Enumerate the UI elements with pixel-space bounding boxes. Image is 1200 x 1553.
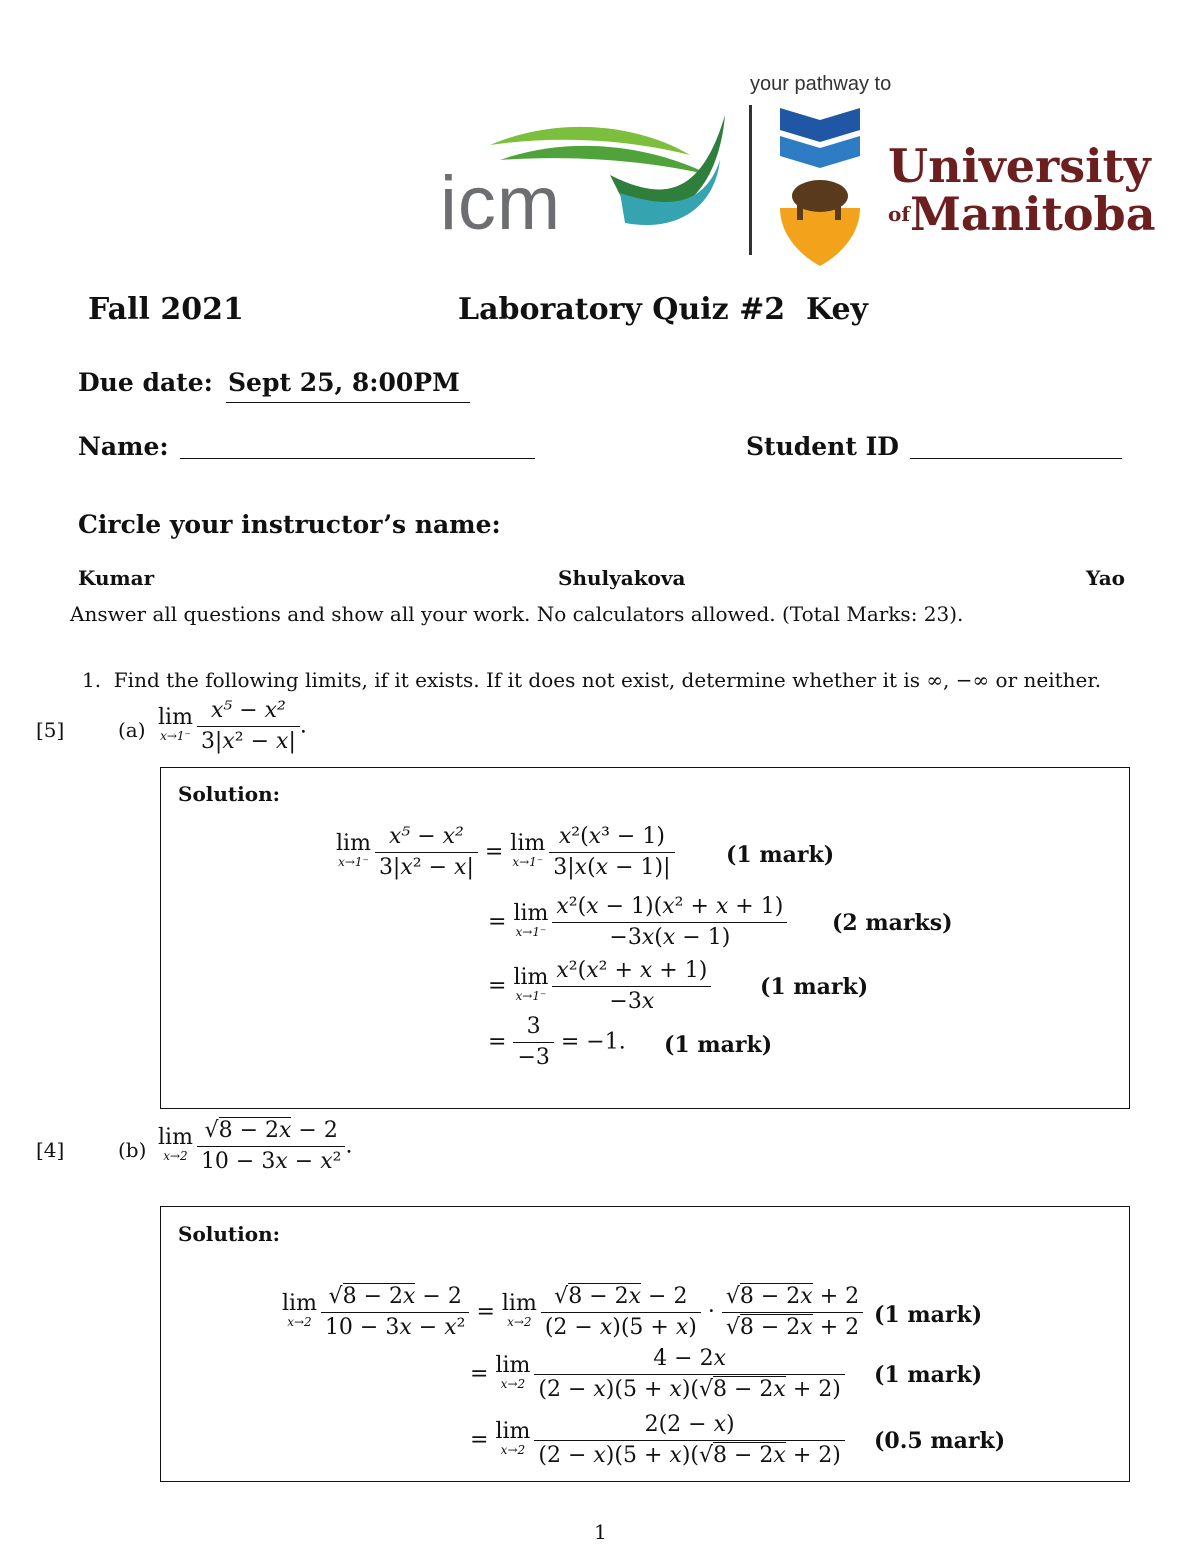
part-b-mark-3: (0.5 mark) (874, 1428, 1006, 1454)
part-b-marks: [4] (36, 1138, 65, 1162)
instructor-yao[interactable]: Yao (1086, 566, 1126, 590)
name-label: Name: (78, 432, 169, 461)
part-b-mark-2: (1 mark) (874, 1362, 983, 1388)
part-b-problem: lim x→2 $\frac{√8 - 2x - 2}{\text{10 − 3x − x²}}$ . (158, 1118, 353, 1174)
instructions: Answer all questions and show all your work. No calculators allowed. (Total Marks: 23). (70, 602, 964, 626)
part-a-mark-4: (1 mark) (664, 1032, 773, 1058)
part-b-mark-1: (1 mark) (874, 1302, 983, 1328)
student-id-label: Student ID (746, 432, 899, 461)
um-crest (775, 108, 865, 270)
part-a-solution-label: Solution: (178, 782, 281, 806)
of-word: of (888, 202, 910, 226)
icm-logo-text: icm (440, 161, 562, 246)
page-number: 1 (594, 1520, 607, 1544)
part-a-step-3: = lim x→1⁻ $\frac{\text{x²(x² + x + 1)}}{-3x}$ (488, 956, 711, 1017)
part-b-step-1: lim x→2 $\frac{√8 - 2x - 2}{\text{10 − 3x − x²}}$ = lim x→2 $\frac{√8 - 2x - 2}{(2 - x)(5 + x)}$ · $\frac{√8 - 2x + 2}{√8 - 2x + 2}$ (282, 1282, 863, 1343)
part-a-step-1: lim x→1⁻ $\frac{\text{x⁵ − x²}}{\text{3|x² − x|}}$ = lim x→1⁻ $\frac{\text{x²(x³ − 1)}}{3|x(x - 1)|}$ (336, 822, 675, 883)
part-b-label: (b) (118, 1138, 147, 1162)
due-date-value: Sept 25, 8:00PM (228, 368, 460, 397)
university-of-manitoba-wordmark (888, 139, 1156, 241)
part-b-step-2: = lim x→2 $\frac{4 - 2x}{(2 - x)(5 + x)(√8 - 2x + 2)}$ (470, 1344, 845, 1405)
part-b-solution-label: Solution: (178, 1222, 281, 1246)
um-crest-icon (775, 108, 865, 266)
term-title: Fall 2021 (88, 292, 244, 327)
due-date-label: Due date: (78, 368, 213, 397)
instructor-shulyakova[interactable]: Shulyakova (558, 566, 686, 590)
part-a-step-2: = lim x→1⁻ $\frac{\text{x²(x − 1)(x² + x + 1)}}{-3x(x - 1)}$ (488, 892, 787, 953)
part-a-step-4: = $\frac{3}{-3}$ = −1. (488, 1014, 626, 1070)
logo-divider (749, 105, 752, 255)
part-a-problem: lim x→1⁻ $\frac{\text{x⁵ − x²}}{\text{3|x² − x|}}$ . (158, 698, 307, 754)
part-a-label: (a) (118, 718, 146, 742)
instructor-kumar[interactable]: Kumar (78, 566, 155, 590)
quiz-title: Laboratory Quiz #2 Key (458, 292, 868, 327)
due-date-underline (226, 402, 470, 403)
pathway-tagline: your pathway to (750, 73, 892, 95)
part-b-step-3: = lim x→2 $\frac{2(2 - x)}{(2 - x)(5 + x)(√8 - 2x + 2)}$ (470, 1410, 845, 1471)
circle-instructor-heading: Circle your instructor’s name: (78, 510, 501, 539)
part-a-mark-2: (2 marks) (832, 910, 953, 936)
part-a-marks: [5] (36, 718, 65, 742)
university-word: University (888, 139, 1151, 193)
question-1-intro: 1. Find the following limits, if it exists. If it does not exist, determine whether it is ∞, −∞ or neither. (82, 668, 1102, 692)
manitoba-word: Manitoba (909, 187, 1156, 241)
name-field[interactable] (180, 458, 535, 459)
student-id-field[interactable] (910, 458, 1122, 459)
part-a-mark-3: (1 mark) (760, 974, 869, 1000)
part-a-mark-1: (1 mark) (726, 842, 835, 868)
